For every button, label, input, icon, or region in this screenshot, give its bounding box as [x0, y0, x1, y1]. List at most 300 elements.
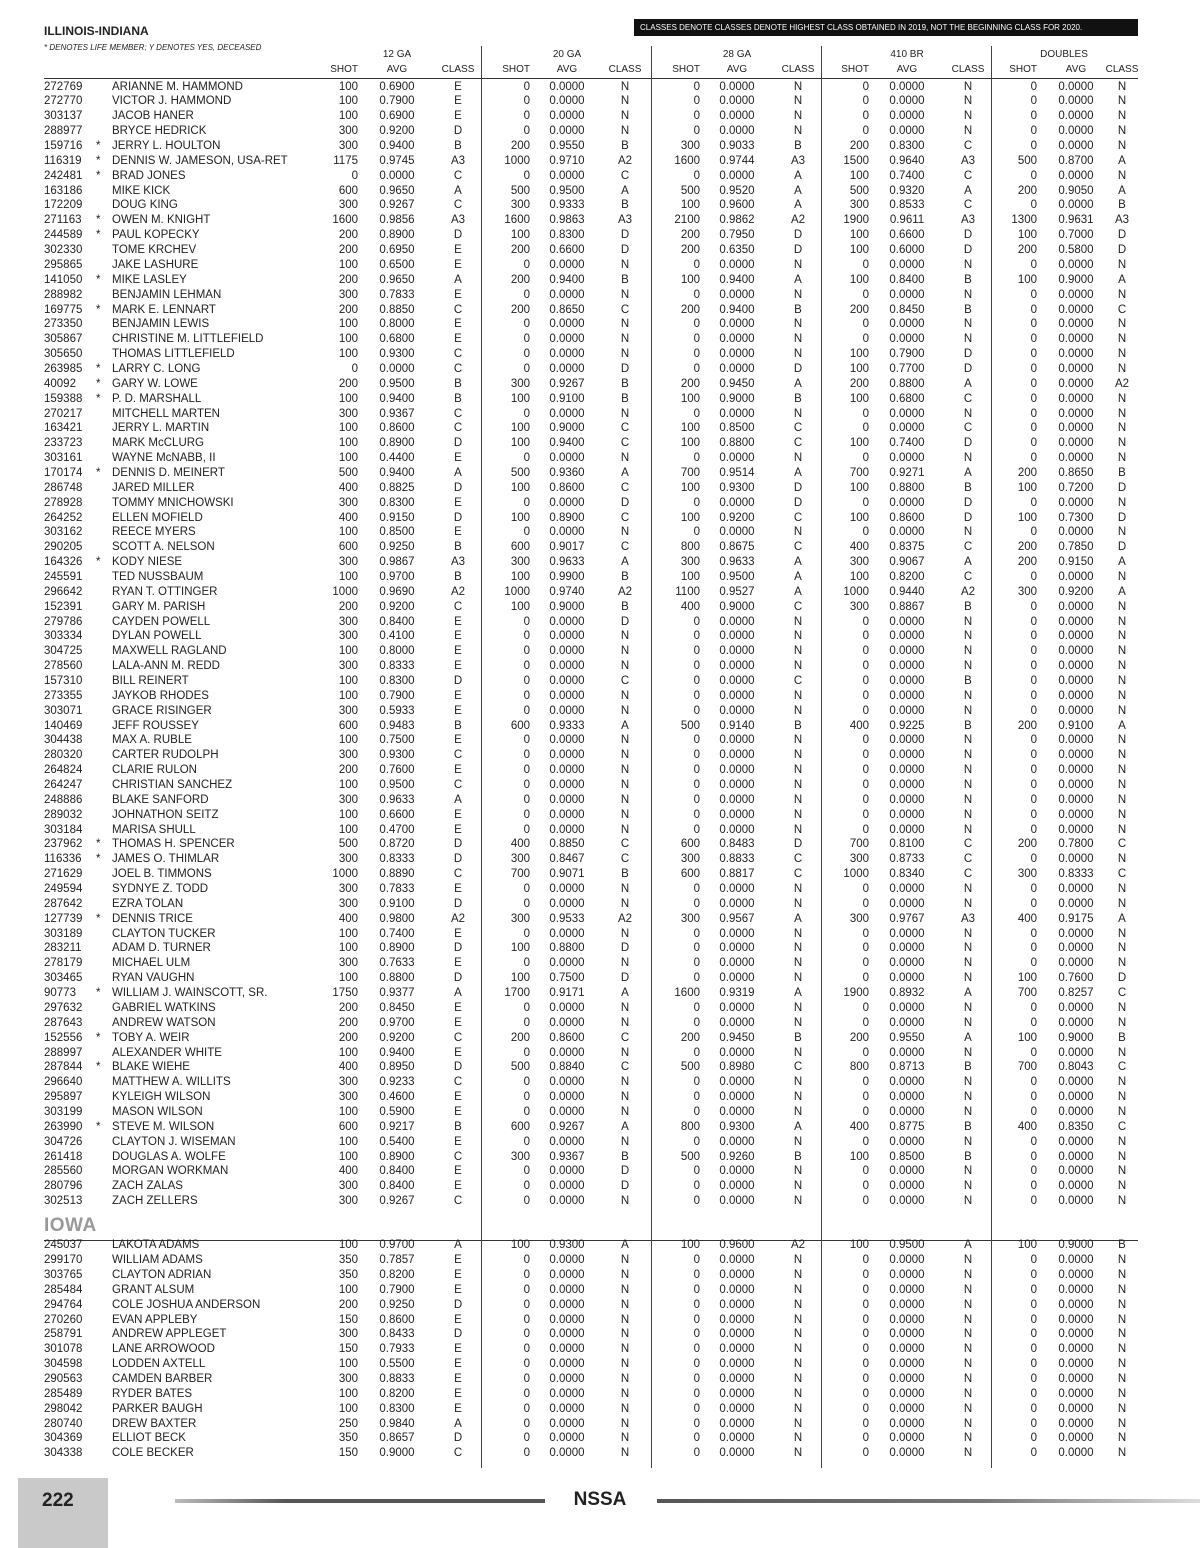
cell-doubles-shot: 0	[1030, 1165, 1037, 1178]
cell-12ga-shot: 300	[338, 1372, 358, 1385]
cell-410br-avg: 0.0000	[889, 452, 925, 465]
cell-12ga-shot: 300	[338, 496, 358, 509]
cell-20ga-shot: 500	[510, 184, 530, 197]
cell-20ga-shot: 0	[523, 288, 530, 301]
cell-20ga-avg: 0.0000	[549, 808, 585, 821]
cell-12ga-avg: 0.8890	[379, 868, 415, 881]
cell-12ga-shot: 400	[338, 1061, 358, 1074]
cell-id: 297632	[44, 1001, 83, 1014]
cell-20ga-class: N	[620, 704, 630, 717]
cell-name: DREW BAXTER	[112, 1417, 197, 1430]
cell-name: CAMDEN BARBER	[112, 1372, 213, 1385]
cell-410br-class: N	[963, 957, 973, 970]
cell-28ga-class: N	[793, 1402, 803, 1415]
cell-28ga-class: C	[793, 600, 803, 613]
cell-doubles-avg: 0.8043	[1058, 1061, 1094, 1074]
cell-20ga-avg: 0.0000	[549, 764, 585, 777]
cell-name: ARIANNE M. HAMMOND	[112, 80, 243, 93]
cell-20ga-shot: 0	[523, 1283, 530, 1296]
cell-name: MATTHEW A. WILLITS	[112, 1076, 231, 1089]
cell-doubles-avg: 0.0000	[1058, 1402, 1094, 1415]
column-divider	[651, 46, 652, 1468]
cell-12ga-avg: 0.8433	[379, 1328, 415, 1341]
cell-12ga-class: D	[453, 125, 463, 138]
cell-20ga-class: N	[620, 897, 630, 910]
header-avg: AVG	[896, 64, 918, 75]
cell-28ga-avg: 0.0000	[719, 1447, 755, 1460]
cell-20ga-class: N	[620, 1283, 630, 1296]
cell-doubles-class: N	[1117, 496, 1127, 509]
cell-20ga-avg: 0.0000	[549, 258, 585, 271]
cell-12ga-class: A	[454, 1239, 462, 1252]
cell-12ga-class: E	[454, 496, 462, 509]
cell-28ga-class: N	[793, 897, 803, 910]
cell-doubles-shot: 0	[1030, 95, 1037, 108]
cell-20ga-shot: 500	[510, 1061, 530, 1074]
cell-doubles-avg: 0.0000	[1058, 1447, 1094, 1460]
cell-name: GARY M. PARISH	[112, 600, 206, 613]
cell-410br-avg: 0.8932	[889, 987, 925, 1000]
cell-20ga-avg: 0.9267	[549, 1120, 585, 1133]
cell-410br-avg: 0.6000	[889, 244, 925, 257]
cell-doubles-shot: 0	[1030, 645, 1037, 658]
cell-doubles-avg: 0.0000	[1058, 1165, 1094, 1178]
cell-doubles-avg: 0.0000	[1058, 570, 1094, 583]
cell-doubles-avg: 0.0000	[1058, 1046, 1094, 1059]
cell-410br-shot: 0	[862, 957, 869, 970]
cell-20ga-class: B	[621, 868, 629, 881]
cell-doubles-avg: 0.0000	[1058, 318, 1094, 331]
cell-name: MARISA SHULL	[112, 823, 196, 836]
cell-doubles-shot: 700	[1017, 987, 1037, 1000]
cell-doubles-shot: 0	[1030, 927, 1037, 940]
cell-doubles-avg: 0.8350	[1058, 1120, 1094, 1133]
cell-410br-shot: 0	[862, 422, 869, 435]
cell-410br-avg: 0.9767	[889, 912, 925, 925]
cell-12ga-class: D	[453, 511, 463, 524]
cell-doubles-avg: 0.0000	[1058, 333, 1094, 346]
header-shot: SHOT	[330, 64, 358, 75]
cell-20ga-shot: 0	[523, 1343, 530, 1356]
cell-20ga-class: D	[620, 615, 630, 628]
cell-20ga-shot: 0	[523, 808, 530, 821]
cell-410br-class: N	[963, 1328, 973, 1341]
cell-28ga-avg: 0.9862	[719, 214, 755, 227]
cell-20ga-class: N	[620, 689, 630, 702]
cell-410br-shot: 1500	[843, 154, 869, 167]
cell-doubles-class: N	[1117, 318, 1127, 331]
cell-410br-class: N	[963, 734, 973, 747]
cell-20ga-shot: 0	[523, 1328, 530, 1341]
cell-12ga-avg: 0.9840	[379, 1417, 415, 1430]
cell-12ga-avg: 0.8800	[379, 972, 415, 985]
cell-12ga-class: E	[454, 704, 462, 717]
cell-doubles-avg: 0.0000	[1058, 1328, 1094, 1341]
cell-410br-shot: 200	[849, 140, 869, 153]
cell-410br-shot: 0	[862, 1195, 869, 1208]
cell-doubles-shot: 0	[1030, 1372, 1037, 1385]
cell-28ga-avg: 0.0000	[719, 318, 755, 331]
cell-12ga-shot: 200	[338, 303, 358, 316]
cell-20ga-class: N	[620, 1402, 630, 1415]
cell-20ga-avg: 0.9267	[549, 377, 585, 390]
cell-20ga-class: A2	[617, 912, 633, 925]
cell-doubles-class: B	[1118, 1031, 1126, 1044]
cell-410br-avg: 0.0000	[889, 258, 925, 271]
cell-410br-class: A	[964, 556, 972, 569]
cell-28ga-shot: 0	[693, 110, 700, 123]
cell-28ga-avg: 0.8800	[719, 437, 755, 450]
cell-20ga-avg: 0.0000	[549, 1417, 585, 1430]
cell-28ga-avg: 0.0000	[719, 526, 755, 539]
cell-doubles-avg: 0.0000	[1058, 1105, 1094, 1118]
cell-28ga-class: A3	[790, 154, 806, 167]
cell-28ga-class: N	[793, 1372, 803, 1385]
cell-id: 294764	[44, 1298, 83, 1311]
cell-doubles-avg: 0.0000	[1058, 288, 1094, 301]
cell-410br-shot: 0	[862, 1402, 869, 1415]
cell-doubles-shot: 0	[1030, 1417, 1037, 1430]
cell-id: 285489	[44, 1387, 83, 1400]
cell-410br-class: B	[964, 481, 972, 494]
cell-doubles-class: A2	[1114, 377, 1130, 390]
cell-doubles-shot: 0	[1030, 333, 1037, 346]
cell-20ga-class: N	[620, 749, 630, 762]
cell-410br-avg: 0.0000	[889, 1091, 925, 1104]
cell-410br-avg: 0.9440	[889, 585, 925, 598]
cell-28ga-class: C	[793, 853, 803, 866]
cell-410br-shot: 500	[849, 184, 869, 197]
cell-doubles-avg: 0.0000	[1058, 496, 1094, 509]
cell-12ga-shot: 350	[338, 1268, 358, 1281]
cell-20ga-shot: 0	[523, 407, 530, 420]
cell-doubles-class: N	[1117, 570, 1127, 583]
cell-12ga-shot: 100	[338, 689, 358, 702]
cell-doubles-shot: 0	[1030, 600, 1037, 613]
cell-28ga-shot: 1600	[674, 154, 700, 167]
column-divider	[991, 46, 992, 1468]
cell-id: 264252	[44, 511, 83, 524]
cell-410br-shot: 100	[849, 511, 869, 524]
cell-12ga-shot: 300	[338, 749, 358, 762]
cell-id: 287642	[44, 897, 83, 910]
cell-28ga-shot: 0	[693, 80, 700, 93]
cell-12ga-avg: 0.0000	[379, 362, 415, 375]
cell-28ga-class: N	[793, 1447, 803, 1460]
header-shot: SHOT	[672, 64, 700, 75]
cell-410br-shot: 0	[862, 1313, 869, 1326]
cell-20ga-avg: 0.0000	[549, 1402, 585, 1415]
cell-20ga-avg: 0.9000	[549, 600, 585, 613]
cell-28ga-class: N	[793, 630, 803, 643]
cell-28ga-shot: 300	[680, 140, 700, 153]
cell-28ga-class: N	[793, 1417, 803, 1430]
cell-410br-shot: 0	[862, 1358, 869, 1371]
cell-12ga-avg: 0.6600	[379, 808, 415, 821]
cell-12ga-shot: 100	[338, 333, 358, 346]
cell-doubles-class: N	[1117, 615, 1127, 628]
cell-doubles-avg: 0.0000	[1058, 764, 1094, 777]
cell-410br-avg: 0.8800	[889, 481, 925, 494]
cell-12ga-shot: 200	[338, 377, 358, 390]
cell-410br-class: N	[963, 1372, 973, 1385]
cell-12ga-shot: 100	[338, 1239, 358, 1252]
cell-20ga-avg: 0.0000	[549, 630, 585, 643]
cell-410br-avg: 0.0000	[889, 318, 925, 331]
cell-id: 264824	[44, 764, 83, 777]
cell-28ga-avg: 0.9300	[719, 1120, 755, 1133]
cell-28ga-class: N	[793, 972, 803, 985]
cell-12ga-class: E	[454, 80, 462, 93]
cell-410br-class: B	[964, 675, 972, 687]
cell-410br-class: A	[964, 377, 972, 390]
cell-name: TOMMY MNICHOWSKI	[112, 496, 234, 509]
cell-20ga-class: D	[620, 496, 630, 509]
cell-12ga-class: E	[454, 1135, 462, 1148]
cell-410br-shot: 0	[862, 823, 869, 836]
cell-410br-class: D	[963, 229, 973, 242]
cell-12ga-avg: 0.9000	[379, 1447, 415, 1460]
cell-12ga-class: E	[454, 1046, 462, 1059]
cell-12ga-avg: 0.6900	[379, 80, 415, 93]
cell-20ga-class: N	[620, 348, 630, 361]
cell-410br-class: A	[964, 987, 972, 1000]
cell-28ga-shot: 0	[693, 1091, 700, 1104]
cell-28ga-shot: 800	[680, 541, 700, 554]
cell-20ga-class: D	[620, 1180, 630, 1193]
cell-doubles-class: B	[1118, 199, 1126, 212]
cell-doubles-class: N	[1117, 125, 1127, 138]
cell-410br-shot: 0	[862, 630, 869, 643]
cell-12ga-class: E	[454, 1358, 462, 1371]
cell-12ga-avg: 0.4700	[379, 823, 415, 836]
cell-12ga-shot: 100	[338, 972, 358, 985]
column-divider	[821, 46, 822, 1468]
cell-doubles-class: N	[1117, 169, 1127, 182]
cell-id: 163186	[44, 184, 83, 197]
cell-12ga-avg: 0.9267	[379, 1195, 415, 1208]
cell-28ga-class: N	[793, 957, 803, 970]
cell-name: BENJAMIN LEHMAN	[112, 288, 222, 301]
cell-12ga-avg: 0.8333	[379, 660, 415, 673]
cell-name: STEVE M. WILSON	[112, 1120, 215, 1133]
cell-12ga-shot: 100	[338, 1105, 358, 1118]
cell-12ga-avg: 0.8300	[379, 1402, 415, 1415]
cell-28ga-shot: 100	[680, 199, 700, 212]
cell-28ga-avg: 0.9450	[719, 377, 755, 390]
cell-12ga-shot: 100	[338, 95, 358, 108]
cell-410br-avg: 0.0000	[889, 1343, 925, 1356]
cell-doubles-class: N	[1117, 392, 1127, 405]
cell-20ga-shot: 0	[523, 1432, 530, 1445]
cell-28ga-shot: 0	[693, 288, 700, 301]
cell-doubles-shot: 0	[1030, 897, 1037, 910]
cell-doubles-avg: 0.0000	[1058, 1387, 1094, 1400]
cell-12ga-shot: 300	[338, 1091, 358, 1104]
cell-id: 152556	[44, 1031, 83, 1044]
cell-20ga-class: N	[620, 452, 630, 465]
cell-doubles-avg: 0.0000	[1058, 779, 1094, 792]
cell-28ga-shot: 0	[693, 1195, 700, 1208]
cell-410br-class: B	[964, 1120, 972, 1133]
cell-410br-avg: 0.0000	[889, 407, 925, 420]
cell-12ga-shot: 500	[338, 466, 358, 479]
cell-12ga-avg: 0.7833	[379, 883, 415, 896]
cell-doubles-avg: 0.0000	[1058, 942, 1094, 955]
cell-name: ZACH ZALAS	[112, 1180, 183, 1193]
cell-12ga-shot: 100	[338, 452, 358, 465]
cell-28ga-shot: 0	[693, 897, 700, 910]
cell-doubles-shot: 0	[1030, 823, 1037, 836]
cell-name: OWEN M. KNIGHT	[112, 214, 211, 227]
cell-name: DENNIS D. MEINERT	[112, 466, 225, 479]
cell-doubles-avg: 0.8257	[1058, 987, 1094, 1000]
cell-410br-avg: 0.7700	[889, 362, 925, 375]
cell-28ga-class: N	[793, 258, 803, 271]
cell-doubles-class: N	[1117, 1417, 1127, 1430]
cell-20ga-shot: 0	[523, 779, 530, 792]
cell-410br-shot: 0	[862, 407, 869, 420]
cell-28ga-class: N	[793, 689, 803, 702]
cell-28ga-shot: 400	[680, 600, 700, 613]
cell-12ga-avg: 0.8900	[379, 942, 415, 955]
cell-28ga-shot: 100	[680, 1239, 700, 1252]
cell-doubles-avg: 0.9200	[1058, 585, 1094, 598]
cell-doubles-class: N	[1117, 140, 1127, 153]
cell-28ga-shot: 100	[680, 392, 700, 405]
cell-name: LARRY C. LONG	[112, 362, 201, 375]
cell-12ga-class: E	[454, 1091, 462, 1104]
cell-id: 258791	[44, 1328, 83, 1341]
cell-12ga-shot: 100	[338, 110, 358, 123]
cell-doubles-class: N	[1117, 764, 1127, 777]
cell-doubles-shot: 100	[1017, 1239, 1037, 1252]
cell-20ga-avg: 0.8840	[549, 1061, 585, 1074]
cell-20ga-class: N	[620, 883, 630, 896]
cell-12ga-class: E	[454, 615, 462, 628]
cell-doubles-shot: 0	[1030, 1343, 1037, 1356]
cell-410br-shot: 100	[849, 229, 869, 242]
cell-12ga-avg: 0.5400	[379, 1135, 415, 1148]
cell-20ga-shot: 0	[523, 1076, 530, 1089]
cell-doubles-avg: 0.9000	[1058, 1031, 1094, 1044]
cell-doubles-shot: 0	[1030, 1432, 1037, 1445]
cell-410br-class: D	[963, 362, 973, 375]
cell-410br-class: N	[963, 288, 973, 301]
cell-12ga-avg: 0.9250	[379, 1298, 415, 1311]
cell-doubles-avg: 0.0000	[1058, 808, 1094, 821]
cell-12ga-shot: 200	[338, 600, 358, 613]
cell-12ga-class: E	[454, 957, 462, 970]
cell-410br-avg: 0.8400	[889, 273, 925, 286]
cell-doubles-shot: 0	[1030, 749, 1037, 762]
cell-28ga-class: A	[794, 377, 802, 390]
cell-20ga-avg: 0.0000	[549, 1372, 585, 1385]
cell-28ga-avg: 0.0000	[719, 630, 755, 643]
cell-id: 90773	[44, 987, 76, 1000]
cell-28ga-shot: 300	[680, 912, 700, 925]
cell-doubles-class: N	[1117, 675, 1127, 687]
cell-410br-avg: 0.0000	[889, 764, 925, 777]
cell-12ga-avg: 0.9267	[379, 199, 415, 212]
cell-12ga-shot: 150	[338, 1447, 358, 1460]
cell-name: THOMAS LITTLEFIELD	[112, 348, 235, 361]
cell-28ga-avg: 0.0000	[719, 95, 755, 108]
cell-20ga-avg: 0.0000	[549, 793, 585, 806]
cell-12ga-class: C	[453, 600, 463, 613]
cell-28ga-class: A	[794, 466, 802, 479]
cell-28ga-shot: 0	[693, 1313, 700, 1326]
header-group-2: 28 GA	[722, 49, 752, 60]
cell-12ga-avg: 0.9400	[379, 140, 415, 153]
cell-20ga-class: N	[620, 407, 630, 420]
cell-12ga-shot: 1750	[332, 987, 358, 1000]
cell-12ga-avg: 0.6900	[379, 110, 415, 123]
cell-doubles-avg: 0.0000	[1058, 1432, 1094, 1445]
cell-id: 245037	[44, 1239, 83, 1252]
cell-name: JOHNATHON SEITZ	[112, 808, 219, 821]
cell-28ga-avg: 0.9567	[719, 912, 755, 925]
cell-28ga-class: N	[793, 110, 803, 123]
cell-12ga-shot: 100	[338, 808, 358, 821]
cell-doubles-avg: 0.0000	[1058, 1268, 1094, 1281]
cell-12ga-shot: 100	[338, 437, 358, 450]
cell-410br-class: B	[964, 1061, 972, 1074]
cell-12ga-shot: 350	[338, 1432, 358, 1445]
cell-20ga-shot: 300	[510, 853, 530, 866]
cell-410br-shot: 100	[849, 481, 869, 494]
cell-doubles-shot: 0	[1030, 1313, 1037, 1326]
cell-life-marker: *	[96, 214, 101, 227]
cell-doubles-shot: 100	[1017, 481, 1037, 494]
cell-410br-class: N	[963, 1076, 973, 1089]
cell-doubles-class: N	[1117, 779, 1127, 792]
cell-doubles-class: C	[1117, 987, 1127, 1000]
cell-410br-avg: 0.0000	[889, 1313, 925, 1326]
cell-20ga-avg: 0.0000	[549, 1358, 585, 1371]
cell-410br-class: N	[963, 630, 973, 643]
cell-12ga-shot: 300	[338, 853, 358, 866]
cell-12ga-avg: 0.9300	[379, 749, 415, 762]
cell-28ga-avg: 0.9744	[719, 154, 755, 167]
cell-12ga-class: C	[453, 199, 463, 212]
cell-id: 301078	[44, 1343, 83, 1356]
cell-name: VICTOR J. HAMMOND	[112, 95, 232, 108]
cell-28ga-shot: 0	[693, 496, 700, 509]
cell-28ga-class: B	[794, 303, 802, 316]
cell-20ga-shot: 100	[510, 511, 530, 524]
cell-12ga-shot: 300	[338, 1328, 358, 1341]
cell-doubles-class: C	[1117, 838, 1127, 851]
cell-28ga-shot: 600	[680, 868, 700, 881]
cell-doubles-class: N	[1117, 1150, 1127, 1163]
cell-28ga-shot: 0	[693, 734, 700, 747]
cell-20ga-avg: 0.0000	[549, 348, 585, 361]
cell-12ga-avg: 0.8500	[379, 526, 415, 539]
cell-410br-avg: 0.9320	[889, 184, 925, 197]
cell-12ga-shot: 0	[351, 169, 358, 182]
cell-20ga-class: D	[620, 1165, 630, 1178]
cell-20ga-shot: 100	[510, 600, 530, 613]
cell-410br-avg: 0.8340	[889, 868, 925, 881]
cell-name: JARED MILLER	[112, 481, 195, 494]
cell-12ga-shot: 100	[338, 1402, 358, 1415]
cell-12ga-avg: 0.9100	[379, 897, 415, 910]
cell-410br-avg: 0.0000	[889, 1016, 925, 1029]
cell-410br-avg: 0.8100	[889, 838, 925, 851]
cell-410br-avg: 0.7400	[889, 169, 925, 182]
cell-doubles-shot: 400	[1017, 1120, 1037, 1133]
